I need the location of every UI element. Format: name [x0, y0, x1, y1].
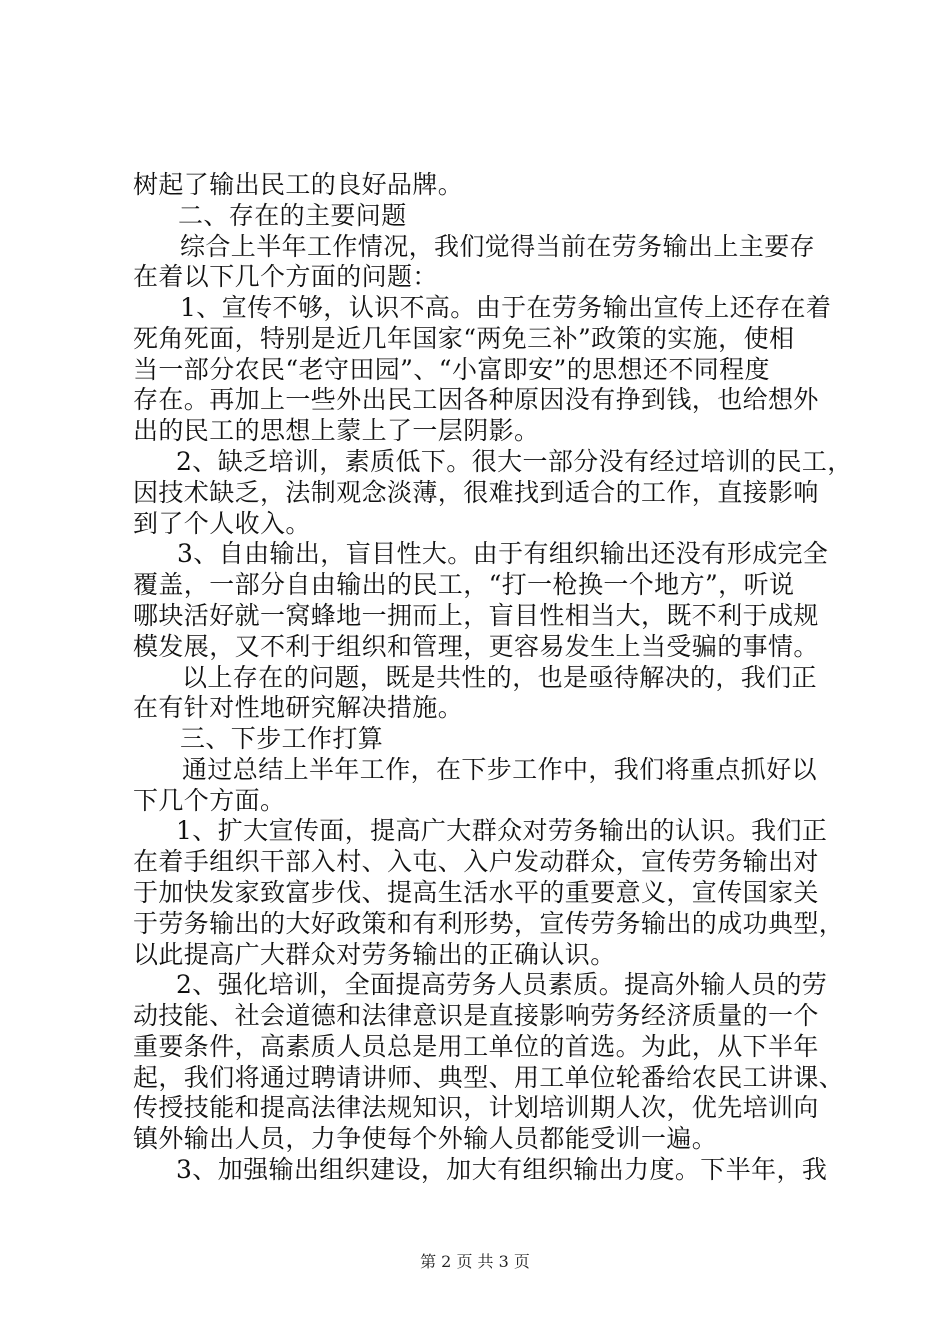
text-line: 以此提高广大群众对劳务输出的正确认识。	[133, 940, 616, 969]
text-line: 哪块活好就一窝蜂地一拥而上，盲目性相当大，既不利于成规	[133, 601, 819, 630]
text-line: 3、加强输出组织建设，加大有组织输出力度。下半年，我	[176, 1155, 828, 1184]
section-heading: 二、存在的主要问题	[178, 201, 407, 230]
text-line: 起，我们将通过聘请讲师、典型、用工单位轮番给农民工讲课、	[133, 1063, 845, 1092]
text-line: 2、缺乏培训，素质低下。很大一部分没有经过培训的民工，	[176, 447, 853, 476]
text-line: 覆盖，一部分自由输出的民工，“打一枪换一个地方”，听说	[133, 570, 795, 599]
text-line: 重要条件，高素质人员总是用工单位的首选。为此，从下半年	[133, 1032, 819, 1061]
text-line: 到了个人收入。	[133, 509, 311, 538]
page-footer: 第 2 页 共 3 页	[420, 1252, 530, 1271]
text-line: 出的民工的思想上蒙上了一层阴影。	[133, 416, 540, 445]
text-line: 动技能、社会道德和法律意识是直接影响劳务经济质量的一个	[133, 1001, 819, 1030]
text-line: 2、强化培训，全面提高劳务人员素质。提高外输人员的劳	[176, 970, 828, 999]
text-line: 1、扩大宣传面，提高广大群众对劳务输出的认识。我们正	[176, 816, 828, 845]
text-line: 因技术缺乏，法制观念淡薄，很难找到适合的工作，直接影响	[133, 478, 819, 507]
text-line: 于劳务输出的大好政策和有利形势，宣传劳务输出的成功典型，	[133, 909, 845, 938]
text-line: 在着以下几个方面的问题：	[133, 262, 438, 291]
section-heading: 三、下步工作打算	[180, 724, 384, 753]
text-line: 以上存在的问题，既是共性的，也是亟待解决的，我们正	[182, 663, 818, 692]
text-line: 3、自由输出，盲目性大。由于有组织输出还没有形成完全	[177, 539, 829, 568]
text-line: 树起了输出民工的良好品牌。	[133, 170, 464, 199]
text-line: 模发展，又不利于组织和管理，更容易发生上当受骗的事情。	[133, 632, 819, 661]
text-line: 1、宣传不够，认识不高。由于在劳务输出宣传上还存在着	[180, 293, 832, 322]
text-line: 死角死面，特别是近几年国家“两免三补”政策的实施，使相	[133, 324, 795, 353]
text-line: 下几个方面。	[133, 786, 286, 815]
text-line: 于加快发家致富步伐、提高生活水平的重要意义，宣传国家关	[133, 878, 819, 907]
text-line: 镇外输出人员，力争使每个外输人员都能受训一遍。	[133, 1124, 718, 1153]
text-line: 综合上半年工作情况，我们觉得当前在劳务输出上主要存	[180, 232, 816, 261]
text-line: 当一部分农民“老守田园”、“小富即安”的思想还不同程度	[133, 355, 770, 384]
text-line: 存在。再加上一些外出民工因各种原因没有挣到钱，也给想外	[133, 385, 819, 414]
text-line: 传授技能和提高法律法规知识，计划培训期人次，优先培训向	[133, 1093, 819, 1122]
text-line: 在有针对性地研究解决措施。	[133, 693, 464, 722]
text-line: 通过总结上半年工作，在下步工作中，我们将重点抓好以	[182, 755, 818, 784]
text-line: 在着手组织干部入村、入屯、入户发动群众，宣传劳务输出对	[133, 847, 819, 876]
